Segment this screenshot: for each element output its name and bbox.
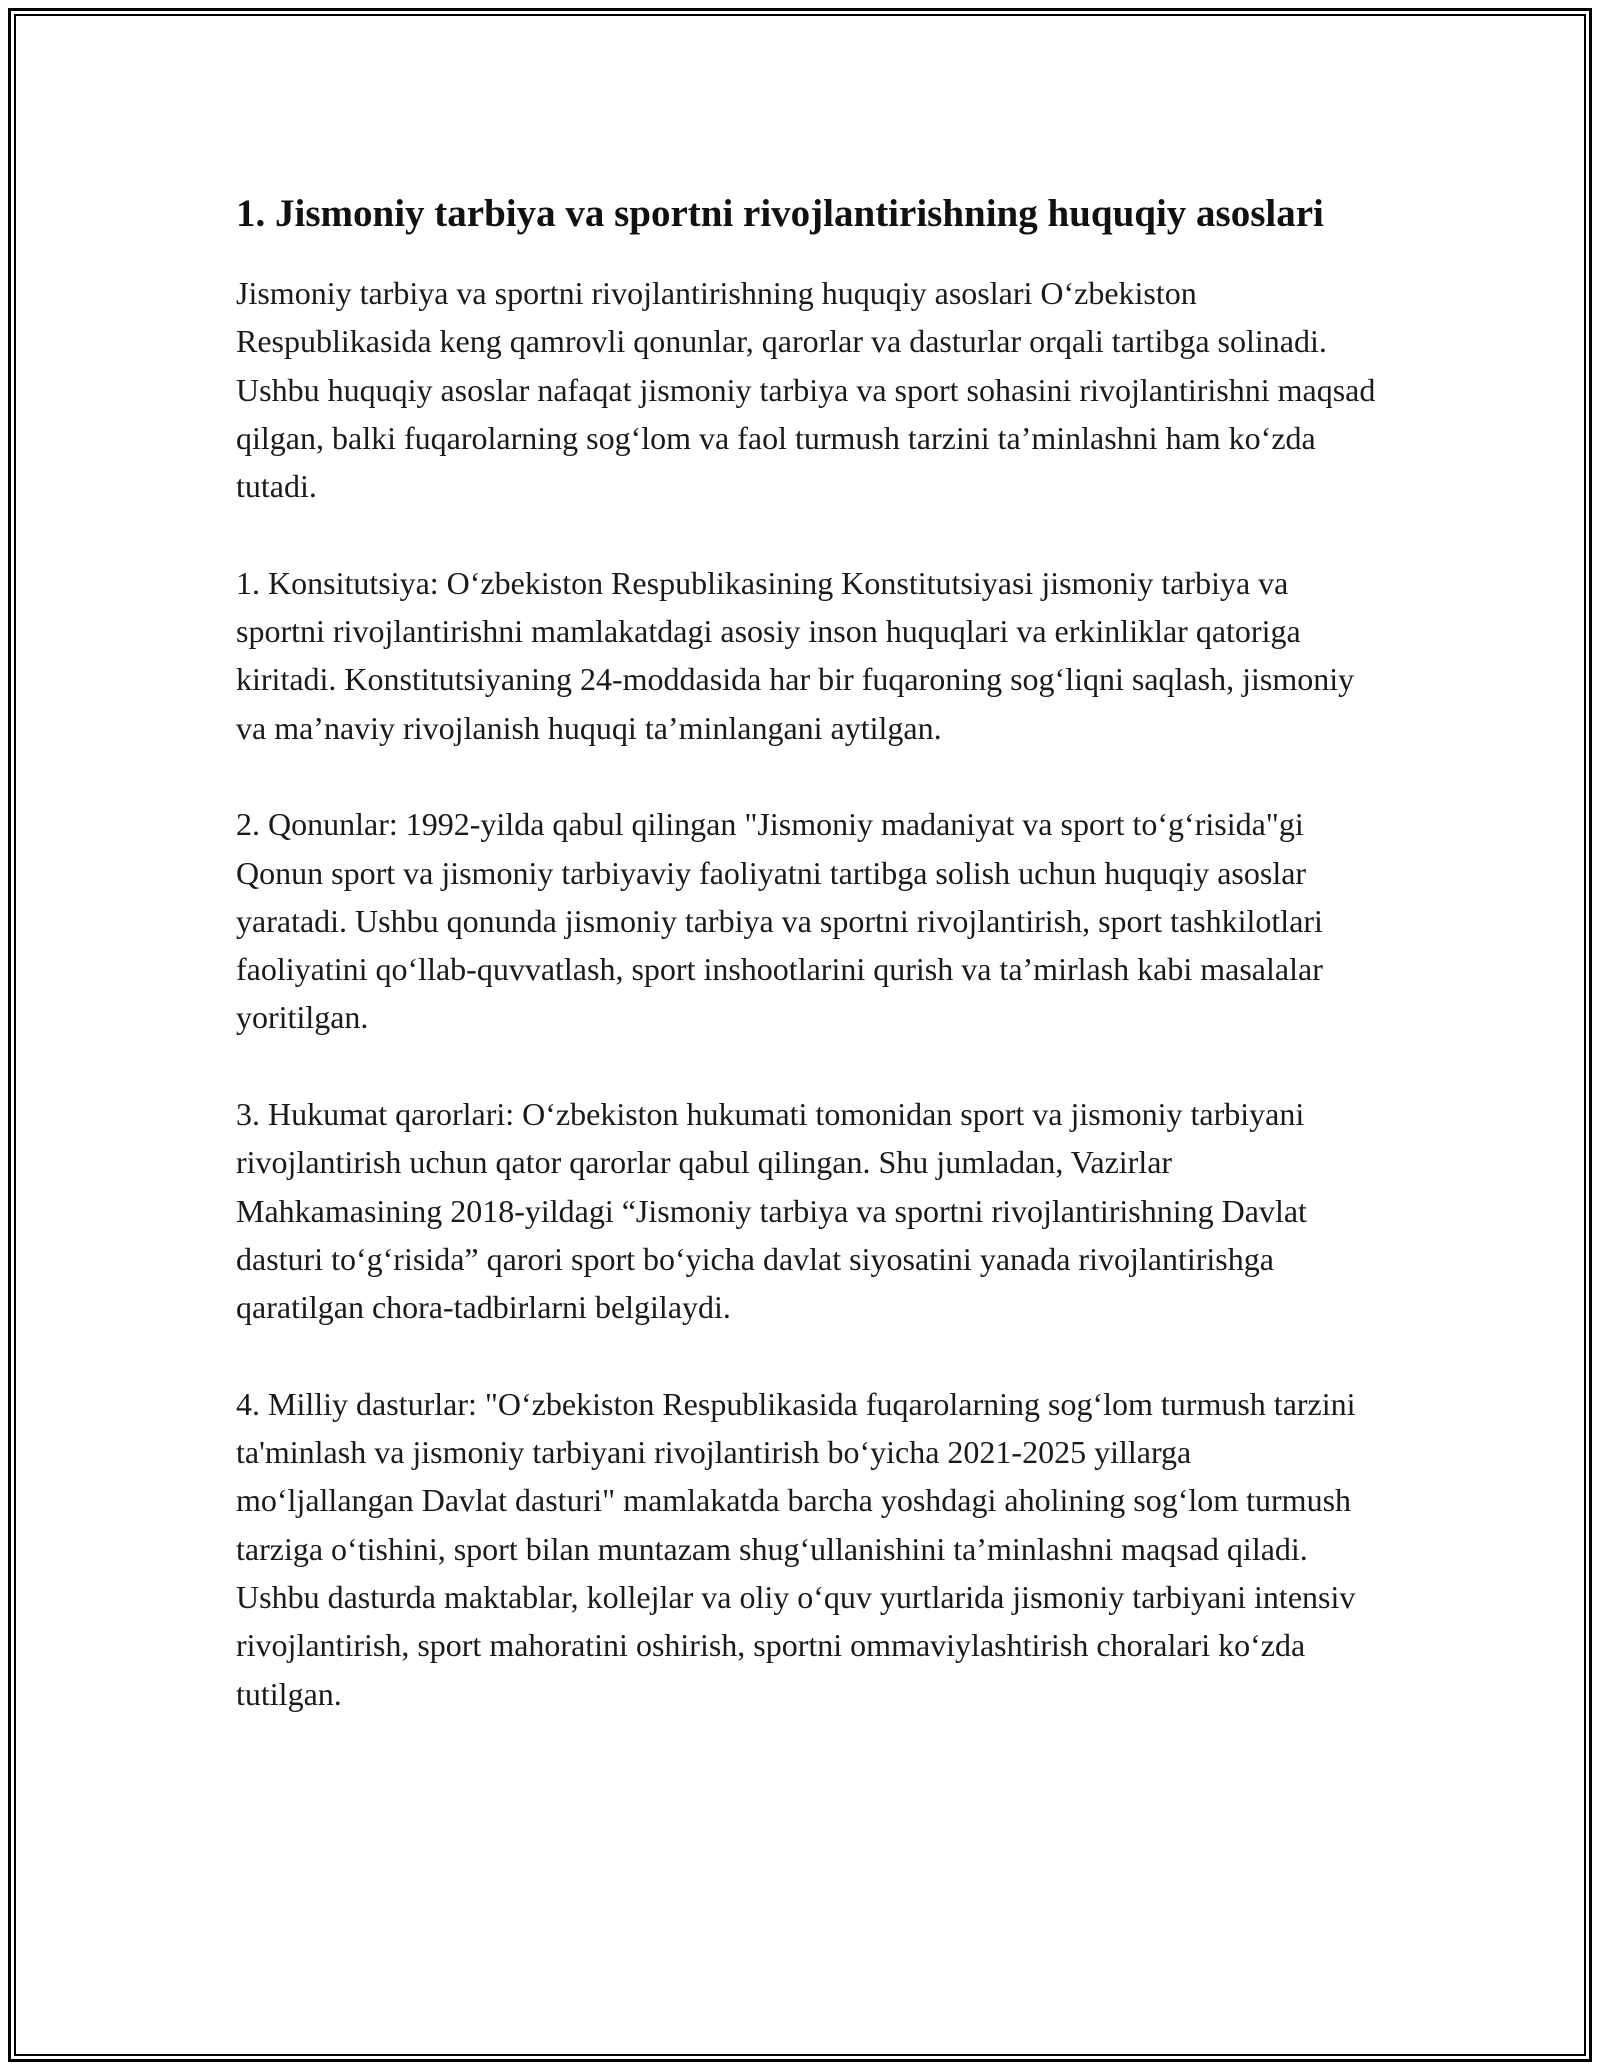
paragraph-national-programs: 4. Milliy dasturlar: "O‘zbekiston Respublikasida fuqarolarning sog‘lom turmush tarzini ta'minlash va jismoniy tarbiyani rivojlantirish bo‘yicha 2021-2025 yillarga mo‘ljallangan Davlat dasturi" mamlakatda barcha yoshdagi aholining sog‘lom turmush tarziga o‘tishini, sport bilan muntazam shug‘ullanishini ta’minlashni maqsad qiladi. Ushbu dasturda maktablar, kollejlar va oliy o‘quv yurtlarida jismoniy tarbiyani intensiv rivojlantirish, sport mahoratini oshirish, sportni ommaviylashtirish choralari ko‘zda tutilgan. <box>236 1385 1356 1712</box>
paragraph-laws: 2. Qonunlar: 1992-yilda qabul qilingan "Jismoniy madaniyat va sport to‘g‘risida"gi Qonun sport va jismoniy tarbiyaviy faoliyatni tartibga solish uchun huquqiy asoslar yaratadi. Ushbu qonunda jismoniy tarbiya va sportni rivojlantirish, sport tashkilotlari faoliyatini qo‘llab-quvvatlash, sport inshootlarini qurish va ta’mirlash kabi masalalar yoritilgan. <box>236 806 1323 1036</box>
paragraph-constitution: 1. Konsitutsiya: O‘zbekiston Respublikasining Konstitutsiyasi jismoniy tarbiya va sportni rivojlantirishni mamlakatdagi asosiy inson huquqlari va erkinliklar qatoriga kiritadi. Konstitutsiyaning 24-moddasida har bir fuqaroning sog‘liqni saqlash, jismoniy va ma’naviy rivojlanish huquqi ta’minlangani aytilgan. <box>236 564 1355 746</box>
section-heading: 1. Jismoniy tarbiya va sportni rivojlantirishning huquqiy asoslari <box>236 192 1324 235</box>
document-body <box>236 186 1376 1718</box>
paragraph-government-decisions: 3. Hukumat qarorlari: O‘zbekiston hukumati tomonidan sport va jismoniy tarbiyani rivojlantirish uchun qator qarorlar qabul qilingan. Shu jumladan, Vazirlar Mahkamasining 2018-yildagi “Jismoniy tarbiya va sportni rivojlantirishning Davlat dasturi to‘g‘risida” qarori sport bo‘yicha davlat siyosatini yanada rivojlantirishga qaratilgan chora-tadbirlarni belgilaydi. <box>236 1096 1307 1326</box>
intro-paragraph: Jismoniy tarbiya va sportni rivojlantirishning huquqiy asoslari O‘zbekiston Respublikasida keng qamrovli qonunlar, qarorlar va dasturlar orqali tartibga solinadi. Ushbu huquqiy asoslar nafaqat jismoniy tarbiya va sport sohasini rivojlantirishni maqsad qilgan, balki fuqarolarning sog‘lom va faol turmush tarzini ta’minlashni ham ko‘zda tutadi. <box>236 275 1376 505</box>
